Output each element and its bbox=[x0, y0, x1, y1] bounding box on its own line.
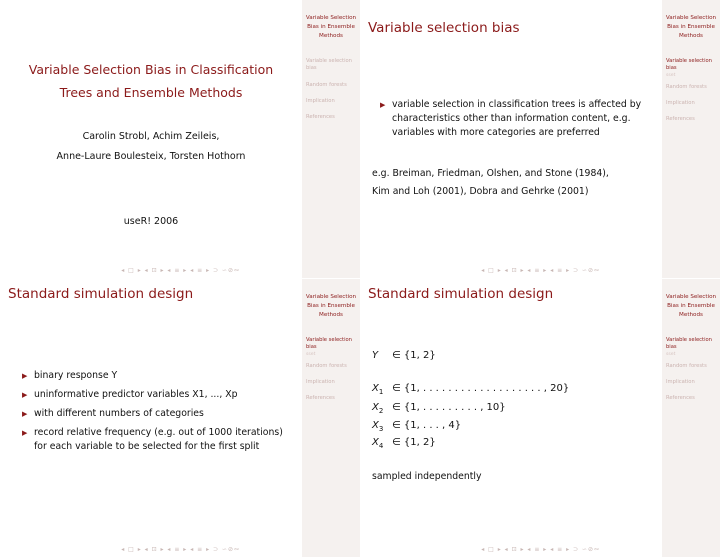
sidebar-title-line: Methods bbox=[319, 312, 343, 318]
math-row-y bbox=[372, 350, 436, 361]
sidebar-subitem[interactable]: sset bbox=[306, 352, 316, 357]
sidebar-item-random-forests[interactable]: Random forests bbox=[666, 84, 707, 90]
math-set: ∈ {1, 2} bbox=[392, 437, 436, 448]
venue: useR! 2006 bbox=[123, 216, 179, 227]
sidebar-item-random-forests[interactable]: Random forests bbox=[306, 82, 347, 88]
sampled-note: sampled independently bbox=[372, 471, 482, 482]
math-variable: $X_3$ bbox=[372, 420, 384, 433]
sidebar-item-references[interactable]: References bbox=[666, 395, 695, 401]
slide-standard-simulation-design-2 bbox=[360, 279, 720, 557]
math-row-x1 bbox=[372, 383, 569, 396]
sidebar-title-line: Variable Selection bbox=[305, 15, 357, 21]
sidebar-title-line: Bias in Ensemble bbox=[667, 24, 715, 30]
beamer-nav-symbols[interactable]: ◂ □ ▸ ◂ ⊡ ▸ ◂ ≡ ▸ ◂ ≡ ▸ ⊃ ∽⊘∾ bbox=[121, 267, 240, 274]
references-line1: e.g. Breiman, Friedman, Olshen, and Stone (1984), bbox=[372, 168, 609, 179]
authors-line2: Anne-Laure Boulesteix, Torsten Hothorn bbox=[56, 151, 246, 162]
sidebar-item-implication[interactable]: Implication bbox=[666, 100, 695, 106]
sidebar-item-references[interactable]: References bbox=[666, 116, 695, 122]
sidebar-title bbox=[662, 293, 720, 320]
list-item: ▶ binary response Y bbox=[22, 370, 118, 381]
sidebar-title bbox=[302, 14, 360, 41]
sidebar bbox=[302, 279, 360, 557]
sidebar-title-line: Bias in Ensemble bbox=[307, 303, 355, 309]
beamer-nav-symbols[interactable]: ◂ □ ▸ ◂ ⊡ ▸ ◂ ≡ ▸ ◂ ≡ ▸ ⊃ ∽⊘∾ bbox=[481, 267, 600, 274]
list-item: ▶ uninformative predictor variables X1, ..., Xp bbox=[22, 389, 238, 400]
sidebar-title bbox=[302, 293, 360, 320]
list-item: ▶ with different numbers of categories bbox=[22, 408, 204, 419]
beamer-nav-symbols[interactable]: ◂ □ ▸ ◂ ⊡ ▸ ◂ ≡ ▸ ◂ ≡ ▸ ⊃ ∽⊘∾ bbox=[481, 546, 600, 553]
sidebar-subitem[interactable]: sset bbox=[666, 352, 676, 357]
sidebar-item-variable-selection-bias[interactable]: Variable selection bias bbox=[306, 337, 352, 350]
sidebar-title-line: Methods bbox=[679, 33, 703, 39]
slide-main bbox=[0, 0, 302, 278]
presentation-title-line1: Variable Selection Bias in Classification bbox=[28, 62, 274, 77]
slide-main bbox=[0, 279, 302, 557]
math-set: ∈ {1, 2} bbox=[392, 350, 436, 361]
math-set: ∈ {1, . . . , 4} bbox=[392, 420, 462, 431]
bullet-triangle-icon: ▶ bbox=[22, 391, 28, 399]
math-set: ∈ {1, . . . . . . . . . . . . . . . . . . . , 20} bbox=[392, 383, 570, 394]
frame-title: Standard simulation design bbox=[368, 286, 554, 302]
sidebar-title-line: Bias in Ensemble bbox=[667, 303, 715, 309]
bullet-triangle-icon: ▶ bbox=[22, 372, 28, 380]
list-item: ▶ variable selection in classification trees is affected by characteristics other than information content, e.g. variables with more categories are preferred bbox=[380, 99, 642, 138]
frame-title: Standard simulation design bbox=[8, 286, 194, 302]
sidebar bbox=[662, 0, 720, 278]
sidebar-title-line: Variable Selection bbox=[305, 294, 357, 300]
math-row-x3 bbox=[372, 420, 461, 433]
sidebar-item-implication[interactable]: Implication bbox=[306, 98, 335, 104]
slide-variable-selection-bias bbox=[360, 0, 720, 278]
sidebar-title-line: Variable Selection bbox=[665, 294, 717, 300]
math-variable: Y bbox=[372, 350, 379, 361]
beamer-nav-symbols[interactable]: ◂ □ ▸ ◂ ⊡ ▸ ◂ ≡ ▸ ◂ ≡ ▸ ⊃ ∽⊘∾ bbox=[121, 546, 240, 553]
presentation-title-line2: Trees and Ensemble Methods bbox=[59, 85, 243, 100]
sidebar-item-implication[interactable]: Implication bbox=[666, 379, 695, 385]
slide-main bbox=[360, 0, 662, 278]
slide-standard-simulation-design bbox=[0, 279, 360, 557]
bullet-triangle-icon: ▶ bbox=[380, 101, 386, 109]
sidebar-title-line: Methods bbox=[319, 33, 343, 39]
bullet-triangle-icon: ▶ bbox=[22, 429, 28, 437]
math-set: ∈ {1, . . . . . . . . . , 10} bbox=[392, 402, 506, 413]
sidebar-item-implication[interactable]: Implication bbox=[306, 379, 335, 385]
sidebar-title-line: Variable Selection bbox=[665, 15, 717, 21]
sidebar-item-variable-selection-bias[interactable]: Variable selection bias bbox=[666, 337, 712, 350]
frame-title: Variable selection bias bbox=[368, 20, 520, 36]
sidebar bbox=[302, 0, 360, 278]
math-row-x4 bbox=[372, 437, 436, 450]
authors-line1: Carolin Strobl, Achim Zeileis, bbox=[82, 131, 220, 142]
sidebar-item-references[interactable]: References bbox=[306, 114, 335, 120]
sidebar-title-line: Bias in Ensemble bbox=[307, 24, 355, 30]
sidebar-item-random-forests[interactable]: Random forests bbox=[306, 363, 347, 369]
math-variable: $X_2$ bbox=[372, 402, 384, 415]
sidebar-title bbox=[662, 14, 720, 41]
sidebar-item-random-forests[interactable]: Random forests bbox=[666, 363, 707, 369]
sidebar-item-references[interactable]: References bbox=[306, 395, 335, 401]
sidebar-subitem[interactable]: sset bbox=[666, 73, 676, 78]
bullet-list bbox=[380, 98, 655, 145]
math-variable: $X_1$ bbox=[372, 383, 384, 396]
list-item: ▶ record relative frequency (e.g. out of 1000 iterations) for each variable to be selected for the first split bbox=[22, 427, 283, 452]
references-line2: Kim and Loh (2001), Dobra and Gehrke (2001) bbox=[372, 186, 589, 197]
slide-title bbox=[0, 0, 360, 278]
sidebar-item-variable-selection-bias[interactable]: Variable selection bias bbox=[666, 58, 712, 71]
sidebar-title-line: Methods bbox=[679, 312, 703, 318]
math-variable: $X_4$ bbox=[372, 437, 384, 450]
bullet-list bbox=[22, 369, 294, 459]
slide-main bbox=[360, 279, 662, 557]
math-row-x2 bbox=[372, 402, 506, 415]
sidebar-item-variable-selection-bias[interactable]: Variable selection bias bbox=[306, 58, 352, 71]
sidebar bbox=[662, 279, 720, 557]
bullet-triangle-icon: ▶ bbox=[22, 410, 28, 418]
